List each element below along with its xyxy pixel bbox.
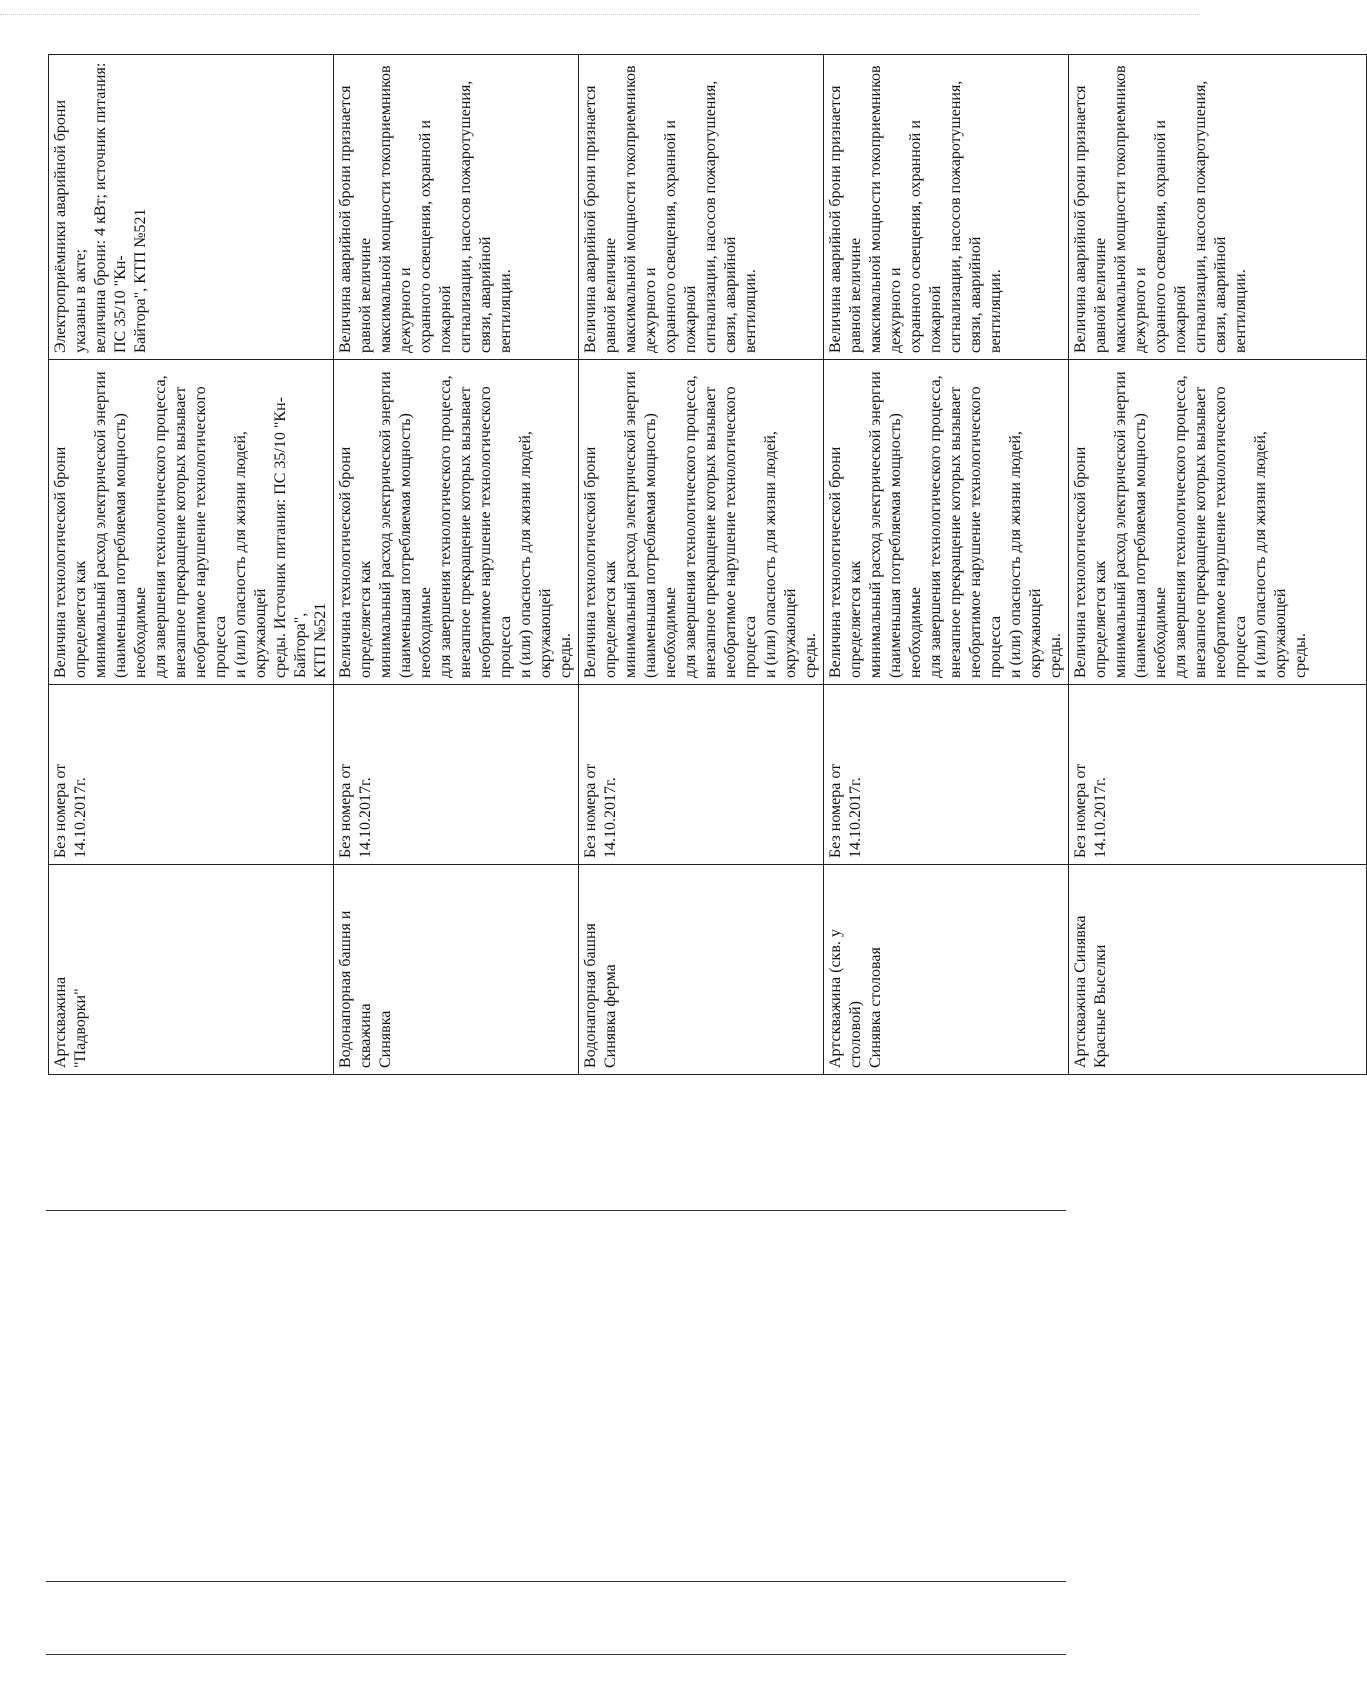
- scan-top-edge: [0, 14, 1200, 15]
- object-name-cell: Артскважина Синявка Красные Выселки: [1069, 865, 1367, 1075]
- blank-rule-line: [46, 1581, 1066, 1582]
- emergency-reserve-cell: Величина аварийной брони признается равной величине максимальной мощности токоприемников дежурного и охранного освещения, охранной и пожарной сигнализации, насосов пожаротушения, связи, аварийной вентиляции.: [824, 55, 1069, 360]
- emergency-reserve-cell: Величина аварийной брони признается равной величине максимальной мощности токоприемников дежурного и охранного освещения, охранной и пожарной сигнализации, насосов пожаротушения, связи, аварийной вентиляции.: [334, 55, 579, 360]
- act-date-cell: Без номера от 14.10.2017г.: [824, 685, 1069, 865]
- tech-reserve-cell: Величина технологической брони определяется как минимальный расход электрической энергии (наименьшая потребляемая мощность) необходимые для завершения технологического процесса, внезапное прекращение которых вызывает необратимое нарушение технологического процесса и (или) опасность для жизни людей, окружающей среды.: [334, 360, 579, 685]
- act-date-cell: Без номера от 14.10.2017г.: [1069, 685, 1367, 865]
- table-row: [824, 55, 1069, 1075]
- object-name-cell: Артскважина "Падворки": [49, 865, 334, 1075]
- tech-reserve-cell: Величина технологической брони определяется как минимальный расход электрической энергии (наименьшая потребляемая мощность) необходимые для завершения технологического процесса, внезапное прекращение которых вызывает необратимое нарушение технологического процесса и (или) опасность для жизни людей, окружающей среды.: [579, 360, 824, 685]
- table-row: [49, 55, 334, 1075]
- act-date-cell: Без номера от 14.10.2017г.: [49, 685, 334, 865]
- object-name-cell: Водонапорная башня и скважина Синявка: [334, 865, 579, 1075]
- act-date-cell: Без номера от 14.10.2017г.: [579, 685, 824, 865]
- emergency-reserve-cell: Величина аварийной брони признается равной величине максимальной мощности токоприемников дежурного и охранного освещения, охранной и пожарной сигнализации, насосов пожаротушения, связи, аварийной вентиляции.: [1069, 55, 1367, 360]
- blank-rule-line: [46, 1654, 1066, 1655]
- table-row: [579, 55, 824, 1075]
- blank-rule-line: [46, 1210, 1066, 1211]
- tech-reserve-cell: Величина технологической брони определяется как минимальный расход электрической энергии (наименьшая потребляемая мощность) необходимые для завершения технологического процесса, внезапное прекращение которых вызывает необратимое нарушение технологического процесса и (или) опасность для жизни людей, окружающей среды. Источник питания: ПС 35/10 "Кн-Байтора", КТП №521: [49, 360, 334, 685]
- object-name-cell: Артскважина (скв. у столовой) Синявка столовая: [824, 865, 1069, 1075]
- tech-reserve-cell: Величина технологической брони определяется как минимальный расход электрической энергии (наименьшая потребляемая мощность) необходимые для завершения технологического процесса, внезапное прекращение которых вызывает необратимое нарушение технологического процесса и (или) опасность для жизни людей, окружающей среды.: [1069, 360, 1367, 685]
- emergency-reserve-cell: Электроприёмники аварийной брони указаны в акте; величина брони: 4 кВт; источник питания: ПС 35/10 "Кн- Байтора", КТП №521: [49, 55, 334, 360]
- reserve-table: [48, 54, 1367, 1075]
- rotated-table-container: [48, 55, 1309, 1075]
- act-date-cell: Без номера от 14.10.2017г.: [334, 685, 579, 865]
- tech-reserve-cell: Величина технологической брони определяется как минимальный расход электрической энергии (наименьшая потребляемая мощность) необходимые для завершения технологического процесса, внезапное прекращение которых вызывает необратимое нарушение технологического процесса и (или) опасность для жизни людей, окружающей среды.: [824, 360, 1069, 685]
- table-row: [334, 55, 579, 1075]
- emergency-reserve-cell: Величина аварийной брони признается равной величине максимальной мощности токоприемников дежурного и охранного освещения, охранной и пожарной сигнализации, насосов пожаротушения, связи, аварийной вентиляции.: [579, 55, 824, 360]
- table-row: [1069, 55, 1367, 1075]
- object-name-cell: Водонапорная башня Синявка ферма: [579, 865, 824, 1075]
